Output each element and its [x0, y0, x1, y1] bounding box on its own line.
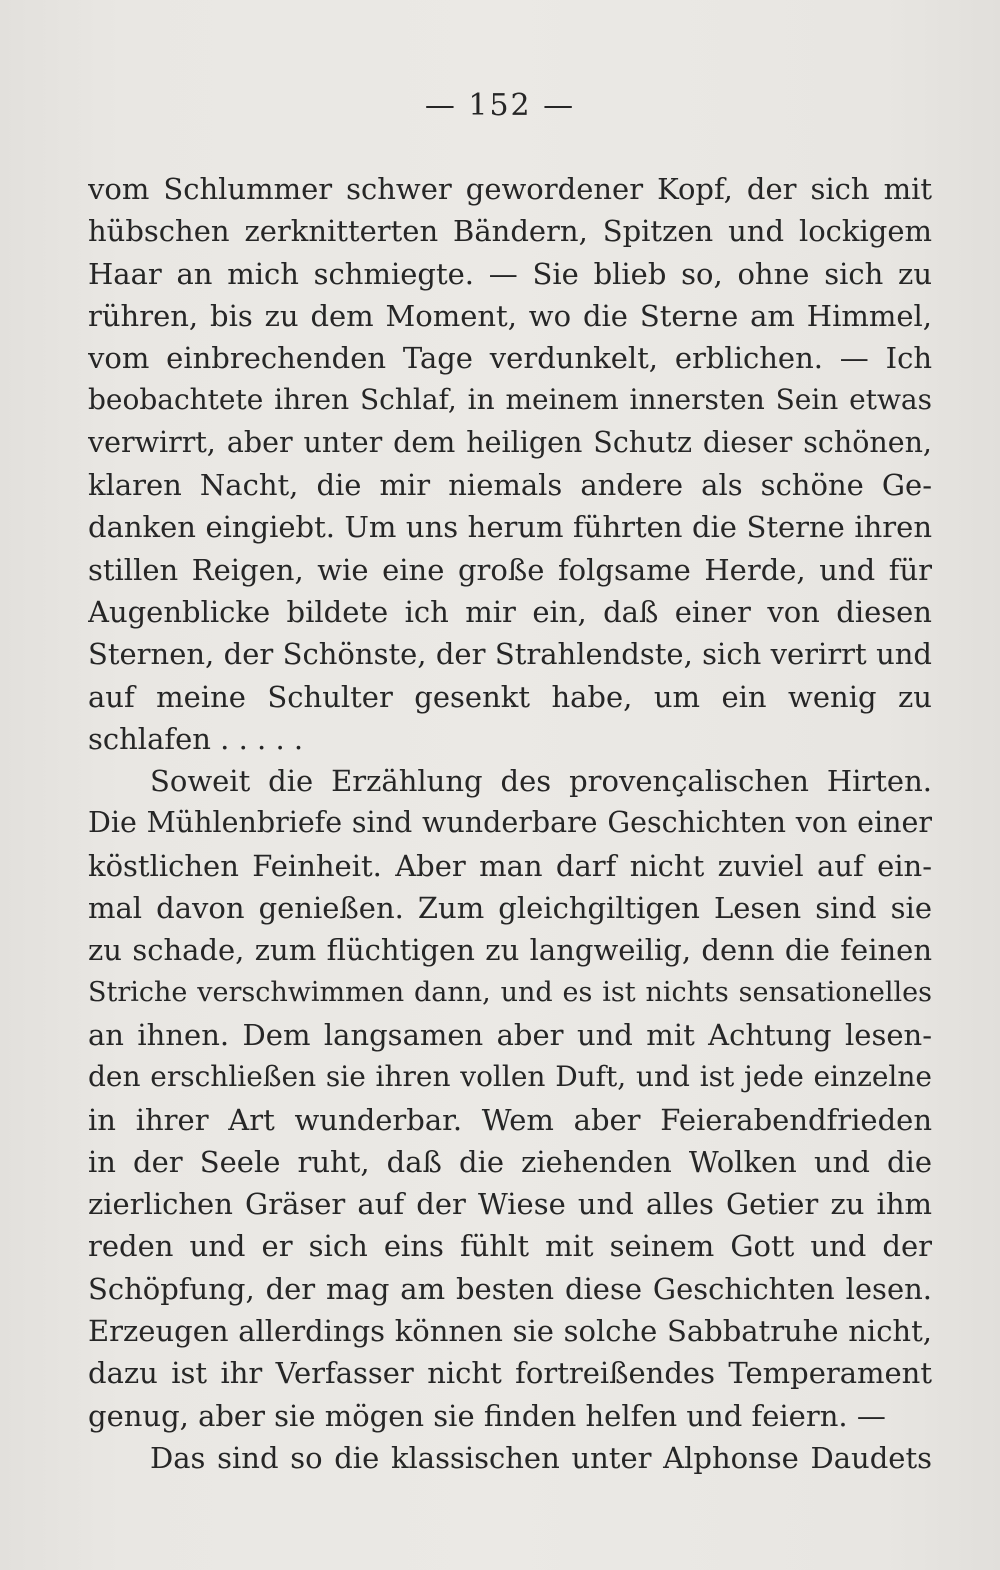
text-line: hübschen zerknitterten Bändern, Spitzen und lockigem: [88, 214, 932, 249]
text-line: an ihnen. Dem langsamen aber und mit Achtung lesen-: [88, 1017, 932, 1052]
text-line: beobachtete ihren Schlaf, in meinem innersten Sein etwas: [88, 383, 932, 417]
text-line: in ihrer Art wunderbar. Wem aber Feierabendfrieden: [88, 1102, 932, 1137]
text-line: danken eingiebt. Um uns herum führten die Sterne ihren: [88, 510, 932, 545]
text-line: stillen Reigen, wie eine große folgsame Herde, und für: [88, 552, 932, 587]
text-line: in der Seele ruht, daß die ziehenden Wolken und die: [88, 1144, 932, 1179]
paragraph-start-line: Soweit die Erzählung des provençalischen Hirten.: [150, 764, 932, 799]
text-line: köstlichen Feinheit. Aber man darf nicht zuviel auf ein-: [88, 848, 932, 883]
text-line: Augenblicke bildete ich mir ein, daß einer von diesen: [88, 594, 932, 629]
text-line: vom Schlummer schwer gewordener Kopf, der sich mit: [88, 172, 932, 206]
text-line: zu schade, zum flüchtigen zu langweilig, denn die feinen: [88, 933, 932, 968]
text-line: vom einbrechenden Tage verdunkelt, erblichen. — Ich: [88, 341, 932, 376]
text-line: Sternen, der Schönste, der Strahlendste, sich verirrt und: [88, 637, 932, 672]
page-number: — 152 —: [424, 88, 576, 123]
text-line: mal davon genießen. Zum gleichgiltigen Lesen sind sie: [88, 891, 932, 926]
text-line: zierlichen Gräser auf der Wiese und alles Getier zu ihm: [88, 1187, 932, 1222]
text-line: Striche verschwimmen dann, und es ist nichts sensationelles: [88, 976, 932, 1008]
text-line: rühren, bis zu dem Moment, wo die Sterne am Himmel,: [88, 298, 932, 333]
text-line: genug, aber sie mögen sie finden helfen und feiern. —: [88, 1398, 886, 1433]
paragraph-start-line: Das sind so die klassischen unter Alphonse Daudets: [150, 1440, 932, 1475]
text-line: auf meine Schulter gesenkt habe, um ein wenig zu: [88, 679, 932, 714]
body-text: [88, 168, 932, 1479]
text-line: schlafen . . . . .: [88, 721, 304, 756]
text-line: dazu ist ihr Verfasser nicht fortreißendes Temperament: [88, 1356, 932, 1391]
text-line: reden und er sich eins fühlt mit seinem Gott und der: [88, 1229, 932, 1264]
text-line: Erzeugen allerdings können sie solche Sabbatruhe nicht,: [88, 1314, 932, 1349]
text-line: klaren Nacht, die mir niemals andere als schöne Ge-: [88, 468, 932, 503]
text-line: verwirrt, aber unter dem heiligen Schutz dieser schönen,: [88, 425, 932, 459]
text-line: Die Mühlenbriefe sind wunderbare Geschichten von einer: [88, 806, 932, 840]
text-line: Haar an mich schmiegte. — Sie blieb so, ohne sich zu: [88, 256, 932, 291]
text-line: Schöpfung, der mag am besten diese Geschichten lesen.: [88, 1271, 932, 1306]
text-line: den erschließen sie ihren vollen Duft, und ist jede einzelne: [88, 1060, 932, 1094]
